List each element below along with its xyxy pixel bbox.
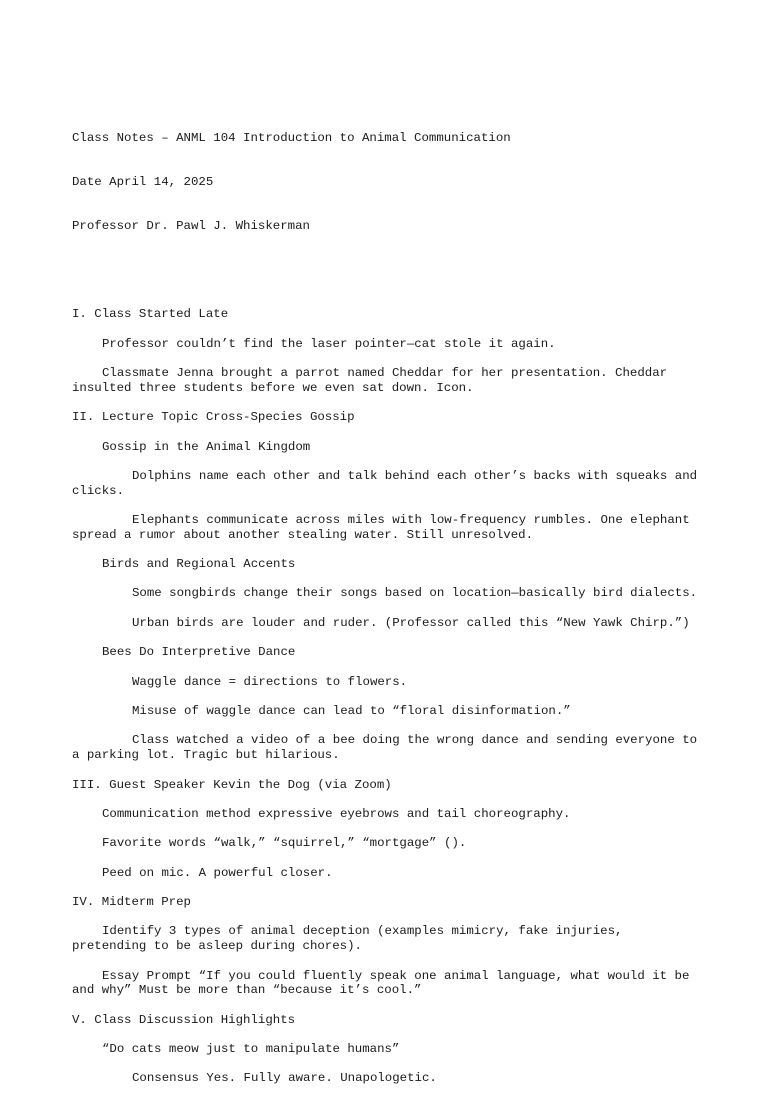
document-professor: Professor Dr. Pawl J. Whiskerman (72, 219, 310, 234)
section-heading: II. Lecture Topic Cross-Species Gossip (72, 410, 355, 425)
note-item: Identify 3 types of animal deception (examples mimicry, fake injuries, pretending to be asleep during chores). (72, 924, 630, 954)
notes-body (72, 307, 705, 1086)
note-item: Classmate Jenna brought a parrot named Cheddar for her presentation. Cheddar insulted three students before we even sat down. Icon. (72, 366, 675, 395)
note-item: Peed on mic. A powerful closer. (102, 865, 333, 880)
note-item: Birds and Regional Accents (102, 557, 296, 572)
section-heading: IV. Midterm Prep (72, 895, 191, 910)
document-header (72, 101, 702, 263)
note-item: Professor couldn’t find the laser pointer—cat stole it again. (102, 336, 556, 351)
note-subitem: Class watched a video of a bee doing the wrong dance and sending everyone to a parking lot. Tragic but hilarious. (72, 733, 705, 763)
section-heading: III. Guest Speaker Kevin the Dog (via Zoom) (72, 777, 392, 792)
note-item: “Do cats meow just to manipulate humans” (102, 1042, 400, 1057)
document-title: Class Notes – ANML 104 Introduction to Animal Communication (72, 130, 511, 145)
note-subitem: Urban birds are louder and ruder. (Professor called this “New Yawk Chirp.”) (132, 615, 690, 630)
note-subitem: Some songbirds change their songs based on location—basically bird dialects. (132, 586, 698, 601)
note-item: Gossip in the Animal Kingdom (102, 439, 311, 454)
note-subitem: Misuse of waggle dance can lead to “floral disinformation.” (132, 704, 571, 719)
note-item: Essay Prompt “If you could fluently speak one animal language, what would it be and why” Must be more than “because it’s cool.” (72, 968, 697, 998)
note-subitem: Waggle dance = directions to flowers. (132, 674, 408, 689)
section-heading: I. Class Started Late (72, 307, 229, 322)
note-subitem: Dolphins name each other and talk behind each other’s backs with squeaks and clicks. (72, 468, 705, 498)
document-page (72, 72, 705, 1116)
note-item: Bees Do Interpretive Dance (102, 645, 296, 660)
note-item: Communication method expressive eyebrows and tail choreography. (102, 806, 571, 821)
note-subitem: Consensus Yes. Fully aware. Unapologetic. (132, 1071, 437, 1086)
note-item: Favorite words “walk,” “squirrel,” “mortgage” (). (102, 836, 467, 851)
section-heading: V. Class Discussion Highlights (72, 1012, 296, 1027)
note-subitem: Elephants communicate across miles with low-frequency rumbles. One elephant spread a rumor about another stealing water. Still unresolved. (72, 512, 698, 542)
document-date: Date April 14, 2025 (72, 174, 214, 189)
